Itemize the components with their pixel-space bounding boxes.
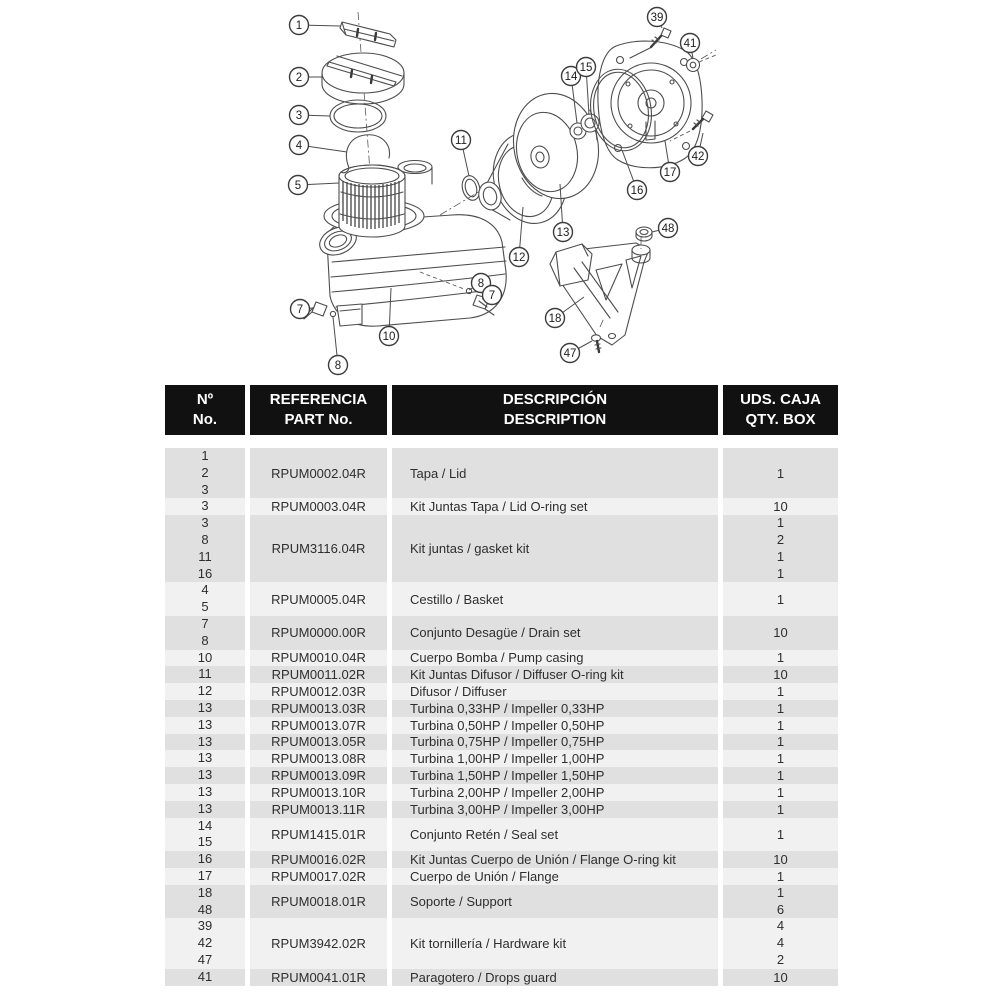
part-number: 47 — [197, 951, 213, 967]
cell-part-reference: RPUM0013.10R — [250, 784, 387, 801]
cell-qty-box: 1 — [723, 868, 838, 885]
table-row — [165, 700, 838, 717]
table-row — [165, 969, 838, 986]
screw-47 — [592, 335, 602, 352]
table-row — [165, 448, 838, 498]
header-col-description — [392, 385, 718, 435]
strainer-basket — [339, 165, 405, 237]
cell-qty-box: 1 — [723, 767, 838, 784]
diagram-callout-5 — [289, 176, 340, 195]
cell-part-reference: RPUM0011.02R — [250, 666, 387, 683]
cell-qty-box: 10 — [723, 666, 838, 683]
callout-number: 10 — [382, 331, 396, 343]
cell-part-reference: RPUM1415.01R — [250, 818, 387, 852]
part-number: 11 — [198, 548, 212, 564]
part-number: 39 — [197, 918, 213, 934]
cell-part-reference: RPUM0041.01R — [250, 969, 387, 986]
callout-number: 39 — [650, 12, 664, 24]
cell-qty-box: 10 — [723, 851, 838, 868]
callout-number: 5 — [294, 180, 302, 192]
part-number: 8 — [201, 531, 209, 547]
table-row — [165, 818, 838, 852]
cell-part-numbers — [165, 582, 245, 616]
diagram-callout-2 — [290, 68, 324, 87]
callout-number: 12 — [512, 252, 526, 264]
cell-description: Difusor / Diffuser — [392, 683, 718, 700]
diagram-callout-18 — [546, 297, 585, 328]
pump-lid — [322, 53, 404, 104]
table-row — [165, 717, 838, 734]
table-row — [165, 801, 838, 818]
cell-part-reference: RPUM0013.07R — [250, 717, 387, 734]
cell-description: Kit Juntas Difusor / Diffuser O-ring kit — [392, 666, 718, 683]
part-number: 13 — [197, 800, 213, 816]
callout-number: 8 — [334, 360, 342, 372]
callout-number: 13 — [556, 227, 570, 239]
diagram-callout-7 — [482, 286, 502, 305]
cell-part-numbers — [165, 801, 245, 818]
callout-number: 2 — [295, 72, 303, 84]
cell-description: Soporte / Support — [392, 885, 718, 919]
cell-part-numbers — [165, 851, 245, 868]
cell-part-reference: RPUM0018.01R — [250, 885, 387, 919]
header-col-number-line2: No. — [192, 411, 218, 428]
table-row — [165, 616, 838, 650]
part-number: 3 — [201, 481, 209, 497]
cell-part-numbers — [165, 616, 245, 650]
qty-value: 1 — [776, 565, 785, 581]
callout-number: 16 — [630, 185, 644, 197]
cell-part-reference: RPUM0012.03R — [250, 683, 387, 700]
cell-part-reference: RPUM3942.02R — [250, 918, 387, 968]
part-number: 15 — [197, 834, 213, 850]
cell-qty-box: 1 — [723, 818, 838, 852]
cell-qty-box: 1 — [723, 650, 838, 667]
cell-qty-box: 1 — [723, 683, 838, 700]
table-row — [165, 666, 838, 683]
part-number: 48 — [197, 901, 213, 917]
header-col-reference-line1: REFERENCIA — [269, 391, 368, 408]
part-number: 13 — [197, 750, 213, 766]
cell-qty-box: 10 — [723, 498, 838, 515]
cell-part-reference: RPUM0013.09R — [250, 767, 387, 784]
diagram-callout-1 — [290, 16, 341, 35]
callout-number: 17 — [663, 167, 677, 179]
table-row — [165, 767, 838, 784]
qty-value: 6 — [776, 901, 785, 917]
cell-part-numbers — [165, 784, 245, 801]
cell-part-reference: RPUM0016.02R — [250, 851, 387, 868]
qty-value: 1 — [776, 884, 785, 900]
part-number: 3 — [201, 498, 209, 514]
cell-part-numbers — [165, 868, 245, 885]
cell-description: Paragotero / Drops guard — [392, 969, 718, 986]
table-row — [165, 683, 838, 700]
cell-part-reference: RPUM0013.08R — [250, 750, 387, 767]
part-number: 12 — [197, 683, 213, 699]
cell-part-numbers — [165, 515, 245, 582]
cell-part-reference: RPUM0003.04R — [250, 498, 387, 515]
part-number: 4 — [201, 582, 209, 598]
part-number: 16 — [197, 851, 213, 867]
callout-number: 42 — [691, 151, 705, 163]
header-col-reference-line2: PART No. — [284, 411, 353, 428]
header-col-description-line2: DESCRIPTION — [503, 411, 607, 428]
cell-qty-box: 1 — [723, 582, 838, 616]
callout-number: 18 — [548, 313, 562, 325]
cell-part-numbers — [165, 498, 245, 515]
cell-part-reference: RPUM0017.02R — [250, 868, 387, 885]
cell-description: Cuerpo de Unión / Flange — [392, 868, 718, 885]
cell-part-numbers — [165, 650, 245, 667]
table-row — [165, 918, 838, 968]
cell-description: Turbina 0,50HP / Impeller 0,50HP — [392, 717, 718, 734]
cell-description: Turbina 0,75HP / Impeller 0,75HP — [392, 734, 718, 751]
callout-number: 7 — [488, 290, 496, 302]
table-row — [165, 750, 838, 767]
qty-value: 2 — [776, 531, 785, 547]
cell-qty-box: 1 — [723, 700, 838, 717]
cell-qty-box: 1 — [723, 717, 838, 734]
cell-part-numbers — [165, 969, 245, 986]
part-number: 10 — [197, 649, 213, 665]
lid-handle — [340, 22, 396, 47]
table-row — [165, 582, 838, 616]
cell-part-reference: RPUM0010.04R — [250, 650, 387, 667]
callout-number: 1 — [295, 20, 303, 32]
callout-number: 7 — [296, 304, 304, 316]
lid-oring — [330, 100, 386, 132]
part-number: 3 — [201, 515, 209, 531]
cell-description: Turbina 0,33HP / Impeller 0,33HP — [392, 700, 718, 717]
cell-qty-box: 10 — [723, 969, 838, 986]
cell-part-reference: RPUM0002.04R — [250, 448, 387, 498]
part-number: 2 — [201, 464, 209, 480]
callout-number: 4 — [295, 140, 303, 152]
header-col-qty — [723, 385, 838, 435]
table-row — [165, 868, 838, 885]
diagram-callout-47 — [561, 341, 593, 363]
header-col-number — [165, 385, 245, 435]
part-number: 1 — [201, 448, 209, 463]
diagram-callout-39 — [648, 8, 667, 29]
cell-description: Kit juntas / gasket kit — [392, 515, 718, 582]
cell-description: Turbina 3,00HP / Impeller 3,00HP — [392, 801, 718, 818]
cell-qty-box — [723, 885, 838, 919]
cell-description: Turbina 1,00HP / Impeller 1,00HP — [392, 750, 718, 767]
cell-part-numbers — [165, 666, 245, 683]
callout-number: 15 — [579, 62, 593, 74]
cell-description: Tapa / Lid — [392, 448, 718, 498]
cell-part-numbers — [165, 448, 245, 498]
cell-qty-box: 10 — [723, 616, 838, 650]
cell-part-numbers — [165, 818, 245, 852]
diagram-callout-3 — [290, 106, 331, 125]
exploded-diagram — [0, 0, 1000, 385]
part-number: 42 — [197, 935, 213, 951]
table-header — [165, 385, 838, 435]
table-row — [165, 784, 838, 801]
table-row — [165, 851, 838, 868]
cell-part-reference: RPUM0000.00R — [250, 616, 387, 650]
parts-table — [165, 385, 838, 986]
support-bracket — [550, 237, 650, 345]
rubber-foot — [636, 227, 652, 241]
part-number: 14 — [197, 817, 213, 833]
cell-part-numbers — [165, 700, 245, 717]
part-number: 5 — [201, 599, 209, 615]
parts-table-body — [165, 448, 838, 986]
callout-number: 14 — [564, 71, 578, 83]
diagram-callout-4 — [290, 136, 348, 155]
part-number: 11 — [198, 666, 212, 682]
part-number: 7 — [201, 615, 209, 631]
diagram-callout-11 — [452, 131, 471, 177]
cell-part-reference: RPUM0013.11R — [250, 801, 387, 818]
cell-part-numbers — [165, 734, 245, 751]
cell-part-reference: RPUM0005.04R — [250, 582, 387, 616]
callout-number: 3 — [295, 110, 303, 122]
qty-value: 1 — [776, 548, 785, 564]
callout-number: 41 — [683, 38, 697, 50]
cell-part-numbers — [165, 918, 245, 968]
table-row — [165, 650, 838, 667]
cell-qty-box: 1 — [723, 801, 838, 818]
table-row — [165, 498, 838, 515]
cell-part-numbers — [165, 717, 245, 734]
diagram-callout-7 — [291, 300, 314, 319]
part-number: 8 — [201, 632, 209, 648]
part-number: 13 — [197, 733, 213, 749]
part-number: 13 — [197, 716, 213, 732]
cell-part-numbers — [165, 885, 245, 919]
cell-qty-box — [723, 515, 838, 582]
callout-number: 48 — [661, 223, 675, 235]
cell-description: Cestillo / Basket — [392, 582, 718, 616]
part-number: 13 — [197, 699, 213, 715]
header-col-number-line1: Nº — [196, 391, 214, 408]
cell-qty-box: 1 — [723, 784, 838, 801]
diagram-callout-48 — [652, 219, 678, 238]
callout-number: 47 — [563, 348, 577, 360]
part-number: 13 — [197, 767, 213, 783]
cell-part-reference: RPUM0013.05R — [250, 734, 387, 751]
cell-description: Conjunto Retén / Seal set — [392, 818, 718, 852]
table-row — [165, 734, 838, 751]
qty-value: 1 — [776, 515, 785, 531]
qty-value: 4 — [776, 918, 785, 934]
cell-qty-box — [723, 918, 838, 968]
header-col-description-line1: DESCRIPCIÓN — [502, 391, 608, 408]
cell-description: Cuerpo Bomba / Pump casing — [392, 650, 718, 667]
header-col-qty-line2: QTY. BOX — [745, 411, 816, 428]
part-number: 13 — [197, 783, 213, 799]
cell-part-reference: RPUM0013.03R — [250, 700, 387, 717]
cell-part-numbers — [165, 750, 245, 767]
table-row — [165, 515, 838, 582]
part-number: 18 — [197, 884, 213, 900]
cell-part-numbers — [165, 683, 245, 700]
cell-description: Kit Juntas Cuerpo de Unión / Flange O-ring kit — [392, 851, 718, 868]
callout-number: 8 — [477, 278, 485, 290]
part-number: 17 — [197, 867, 213, 883]
cell-qty-box: 1 — [723, 734, 838, 751]
callout-number: 11 — [455, 135, 467, 147]
part-number: 41 — [197, 968, 213, 984]
cell-part-numbers — [165, 767, 245, 784]
cell-description: Conjunto Desagüe / Drain set — [392, 616, 718, 650]
washer-41 — [687, 59, 700, 72]
part-number: 16 — [197, 565, 213, 581]
cell-part-reference: RPUM3116.04R — [250, 515, 387, 582]
cell-qty-box: 1 — [723, 750, 838, 767]
table-row — [165, 885, 838, 919]
cell-description: Kit Juntas Tapa / Lid O-ring set — [392, 498, 718, 515]
cell-qty-box: 1 — [723, 448, 838, 498]
cell-description: Turbina 2,00HP / Impeller 2,00HP — [392, 784, 718, 801]
qty-value: 4 — [776, 935, 785, 951]
header-col-qty-line1: UDS. CAJA — [740, 391, 821, 408]
qty-value: 2 — [776, 951, 785, 967]
cell-description: Turbina 1,50HP / Impeller 1,50HP — [392, 767, 718, 784]
header-col-reference — [250, 385, 387, 435]
cell-description: Kit tornillería / Hardware kit — [392, 918, 718, 968]
